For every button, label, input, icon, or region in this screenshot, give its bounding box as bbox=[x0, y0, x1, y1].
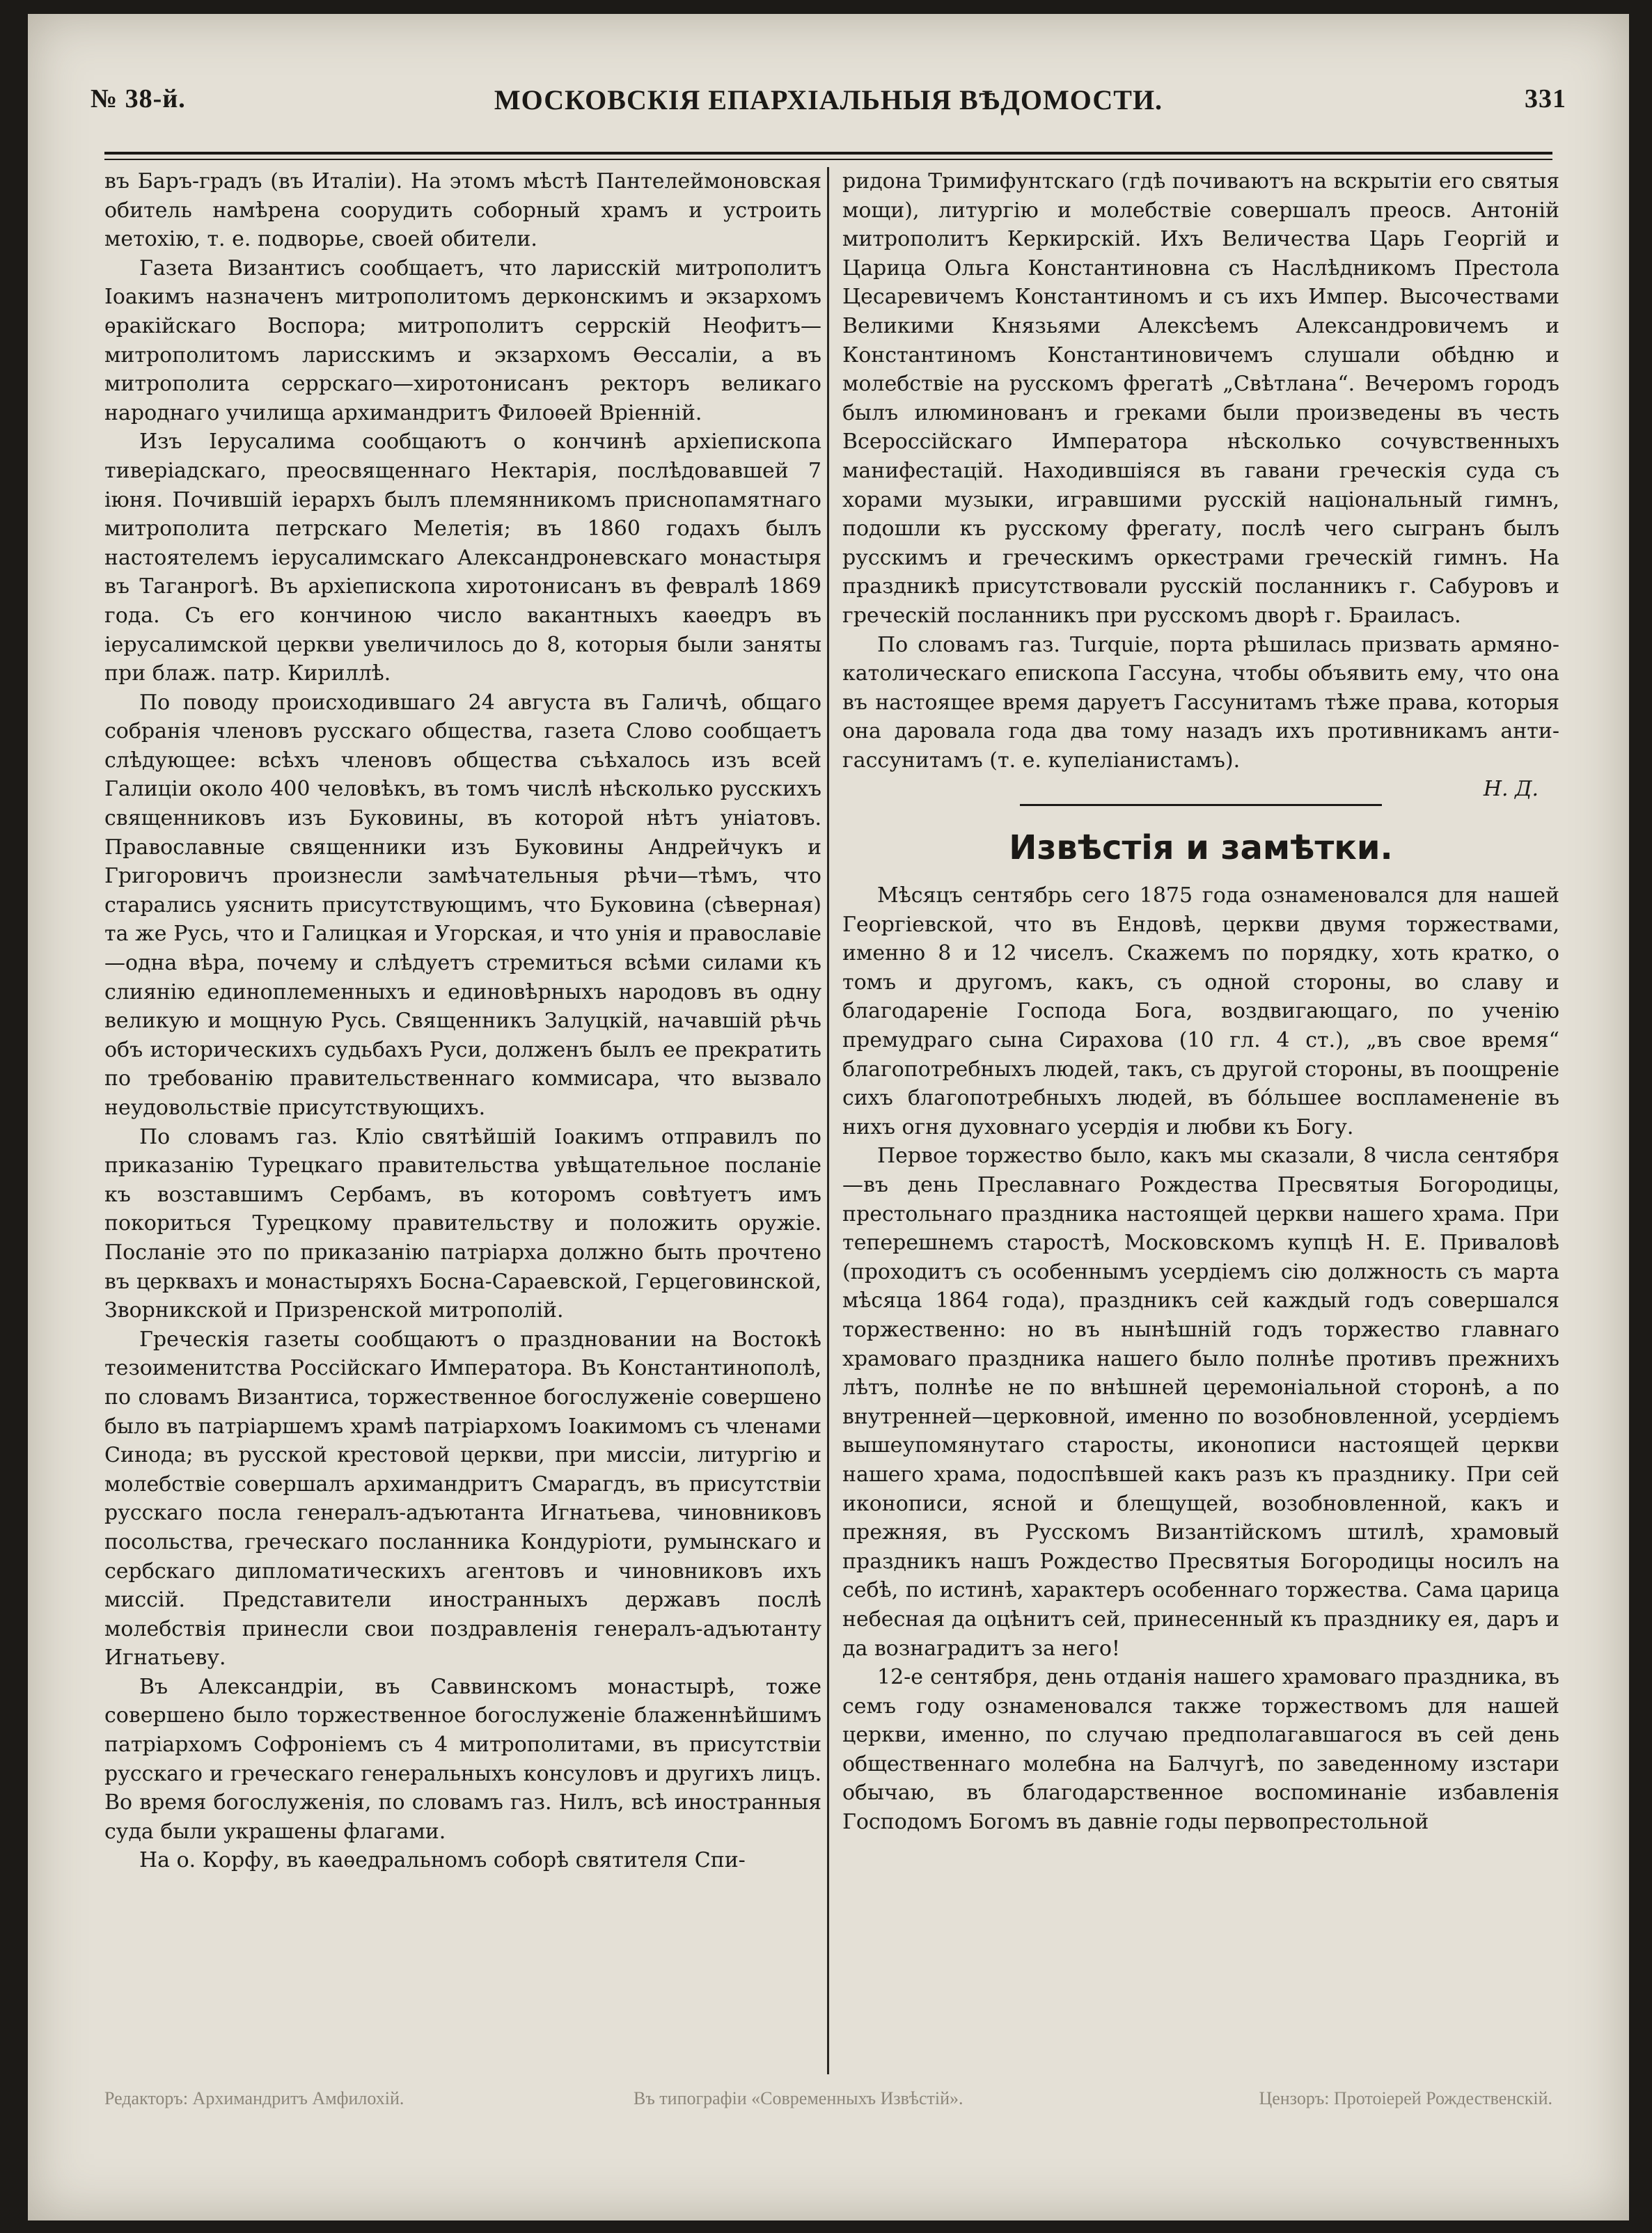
page-footer bbox=[104, 2088, 1552, 2151]
author-signature: Н. Д. bbox=[1483, 777, 1539, 802]
page-number: 331 bbox=[1525, 84, 1566, 113]
paragraph: Первое торжество было, какъ мы сказали, 8 числа сентября—въ день Преславнаго Рождества Пресвятыя Богородицы, престольнаго праздника настоящей церкви нашего храма. При теперешнемъ старостѣ, Московскомъ купцѣ Н. Е. Приваловѣ (проходитъ съ особеннымъ усердіемъ сію должность съ марта мѣсяца 1864 года), праздникъ сей каждый годъ совершался торжественно: но въ нынѣшній годъ торжество главнаго храмоваго праздника нашего было полнѣе противъ прежнихъ лѣтъ, полнѣе не по внѣшней церемоніальной сторонѣ, а по внутренней—церковной, именно по возобновленной, усердіемъ вышеупомянутаго старосты, иконописи настоящей церкви нашего храма, подоспѣвшей какъ разъ къ празднику. При сей иконописи, ясной и блещущей, возобновленной, какъ и прежняя, въ Русскомъ Византійскомъ штилѣ, храмовый праздникъ нашъ Рождество Пресвятыя Богородицы носилъ на себѣ, по истинѣ, характеръ особеннаго торжества. Сама царица небесная да оцѣнитъ сей, принесенный къ празднику ея, даръ и да вознаградитъ за него! bbox=[842, 1144, 1559, 1661]
paragraph: 12-е сентября, день отданія нашего храмоваго праздника, въ семъ году ознаменовался также торжествомъ для нашей церкви, именно, по случаю предполагавшагося въ сей день общественнаго молебна на Балчугѣ, по заведенному изстари обычаю, въ благодарственное воспоминаніе избавленія Господомъ Богомъ въ давніе годы первопрестольной bbox=[842, 1665, 1559, 1835]
footer-censor: Цензоръ: Протоіерей Рождественскій. bbox=[1259, 2088, 1552, 2108]
paragraph: По словамъ газ. Turquie, порта рѣшилась призвать армяно-католическаго епископа Гассуна, чтобы объявить ему, что она въ настоящее время даруетъ Гассунитамъ тѣже права, которыя она даровала года два тому назадъ ихъ противникамъ анти-гассунитамъ (т. е. купеліанистамъ). bbox=[842, 632, 1559, 773]
paragraph: въ Баръ-градъ (въ Италіи). На этомъ мѣстѣ Пантелеймоновская обитель намѣрена соорудить соборный храмъ и устроить метохію, т. е. подворье, своей обители. bbox=[104, 169, 821, 252]
left-column bbox=[104, 167, 821, 1875]
page-header bbox=[91, 84, 1566, 139]
newspaper-page bbox=[28, 14, 1629, 2220]
section-heading: Извѣстія и замѣтки. bbox=[1009, 828, 1393, 868]
footer-printer: Въ типографіи «Современныхъ Извѣстій». bbox=[634, 2088, 963, 2108]
header-rule-thick bbox=[104, 152, 1552, 155]
column-divider bbox=[827, 167, 829, 2074]
paragraph: Мѣсяцъ сентябрь сего 1875 года ознаменовался для нашей Георгіевской, что въ Ендовѣ, церкви двумя торжествами, именно 8 и 12 чиселъ. Скажемъ по порядку, хоть кратко, о томъ и другомъ, какъ, съ одной стороны, во славу и благодареніе Господа Бога, воздвигающаго, по ученію премудраго сына Сирахова (10 гл. 4 ст.), „въ свое время“ благопотребныхъ людей, такъ, съ другой стороны, въ поощреніе сихъ благопотребныхъ людей, въ бо́льшее воспламененіе въ нихъ огня духовнаго усердія и любви къ Богу. bbox=[842, 883, 1559, 1139]
paragraph: ридона Тримифунтскаго (гдѣ почиваютъ на вскрытіи его святыя мощи), литургію и молебствіе совершалъ преосв. Антоній митрополитъ Керкирскій. Ихъ Величества Царь Георгій и Царица Ольга Константиновна съ Наслѣдникомъ Престола Цесаревичемъ Константиномъ и съ ихъ Импер. Высочествами Великими Князьями Алексѣемъ Александровичемъ и Константиномъ Константиновичемъ слушали обѣдню и молебствіе на русскомъ фрегатѣ „Свѣтлана“. Вечеромъ городъ былъ илюминованъ и греками были произведены въ честь Всероссійскаго Императора нѣсколько сочувственныхъ манифестацій. Находившіяся въ гавани греческія суда съ хорами музыки, игравшими русскій національный гимнъ, подошли къ русскому фрегату, послѣ чего сыгранъ былъ русскимъ и греческимъ оркестрами греческій гимнъ. На праздникѣ присутствовали русскій посланникъ г. Сабуровъ и греческій посланникъ при русскомъ дворѣ г. Браиласъ. bbox=[842, 169, 1559, 628]
publication-title: МОСКОВСКІЯ ЕПАРХІАЛЬНЫЯ ВѢДОМОСТИ. bbox=[494, 84, 1163, 116]
header-rule-thin bbox=[104, 159, 1552, 160]
section-rule bbox=[1020, 804, 1382, 806]
paragraph: Изъ Іерусалима сообщаютъ о кончинѣ архіепископа тиверіадскаго, преосвященнаго Нектарія, послѣдовавшей 7 іюня. Почившій іерархъ былъ племянникомъ приснопамятнаго митрополита петрскаго Мелетія; въ 1860 годахъ былъ настоятелемъ іерусалимскаго Александроневскаго монастыря въ Таганрогѣ. Въ архіепископа хиротонисанъ въ февралѣ 1869 года. Съ его кончиною число вакантныхъ каѳедръ въ іерусалимской церкви увеличилось до 8, которыя были заняты при блаж. патр. Кириллѣ. bbox=[104, 429, 821, 686]
paragraph: Въ Александріи, въ Саввинскомъ монастырѣ, тоже совершено было торжественное богослуженіе блаженнѣйшимъ патріархомъ Софроніемъ съ 4 митрополитами, въ присутствіи русскаго и греческаго генеральныхъ консуловъ и другихъ лицъ. Во время богослуженія, по словамъ газ. Нилъ, всѣ иностранныя суда были украшены флагами. bbox=[104, 1674, 821, 1844]
issue-number: № 38-й. bbox=[91, 84, 186, 113]
paragraph: Греческія газеты сообщаютъ о праздновании на Востокѣ тезоименитства Россійскаго Императора. Въ Константинополѣ, по словамъ Византиса, торжественное богослуженіе совершено было въ патріаршемъ храмѣ патріархомъ Іоакимомъ съ членами Синода; въ русской крестовой церкви, при миссіи, литургію и молебствіе совершалъ архимандритъ Смарагдъ, въ присутствіи русскаго посла генералъ-адъютанта Игнатьева, чиновниковъ посольства, греческаго посланника Кондуріоти, румынскаго и сербскаго дипломатическихъ агентовъ и чиновниковъ ихъ миссій. Представители иностранныхъ державъ послѣ молебствія принесли свои поздравленія генералъ-адъютанту Игнатьеву. bbox=[104, 1327, 821, 1671]
paragraph: Газета Византисъ сообщаетъ, что ларисскій митрополитъ Іоакимъ назначенъ митрополитомъ дерконскимъ и экзархомъ ѳракійскаго Воспора; митрополитъ серрскій Неофитъ—митрополитомъ ларисскимъ и экзархомъ Ѳессаліи, а въ митрополита серрскаго—хиротонисанъ ректоръ великаго народнаго училища архимандритъ Филоѳей Вріенній. bbox=[104, 255, 821, 425]
footer-editor: Редакторъ: Архимандритъ Амфилохій. bbox=[104, 2088, 404, 2108]
right-column bbox=[842, 167, 1559, 1837]
paragraph: По словамъ газ. Кліо святѣйшій Іоакимъ отправилъ по приказанію Турецкаго правительства увѣщательное посланіе къ возставшимъ Сербамъ, въ которомъ совѣтуетъ имъ покориться Турецкому правительству и положить оружіе. Посланіе это по приказанію патріарха должно быть прочтено въ церквахъ и монастыряхъ Босна-Сараевской, Герцеговинской, Зворникской и Призренской митрополій. bbox=[104, 1124, 821, 1323]
paragraph: По поводу происходившаго 24 августа въ Галичѣ, общаго собранія членовъ русскаго общества, газета Слово сообщаетъ слѣдующее: всѣхъ членовъ общества съѣхалось изъ всей Галиціи около 400 человѣкъ, въ томъ числѣ нѣсколько русскихъ священниковъ изъ Буковины, въ которой нѣтъ уніатовъ. Православные священники изъ Буковины Андрейчукъ и Григоровичъ произнесли замѣчательныя рѣчи—тѣмъ, что старались уяснить присутствующимъ, что Буковина (сѣверная) та же Русь, что и Галицкая и Угорская, и что унія и православіе—одна вѣра, почему и слѣдуетъ стремиться всѣми силами къ слиянію единоплеменныхъ и единовѣрныхъ народовъ въ одну великую и мощную Русь. Священникъ Залуцкій, начавшій рѣчь объ историческихъ судьбахъ Руси, долженъ былъ ее прекратить по требованію правительственнаго коммисара, что вызвало неудовольствіе присутствующихъ. bbox=[104, 690, 821, 1120]
paragraph: На о. Корфу, въ каѳедральномъ соборѣ святителя Спи- bbox=[139, 1848, 746, 1873]
